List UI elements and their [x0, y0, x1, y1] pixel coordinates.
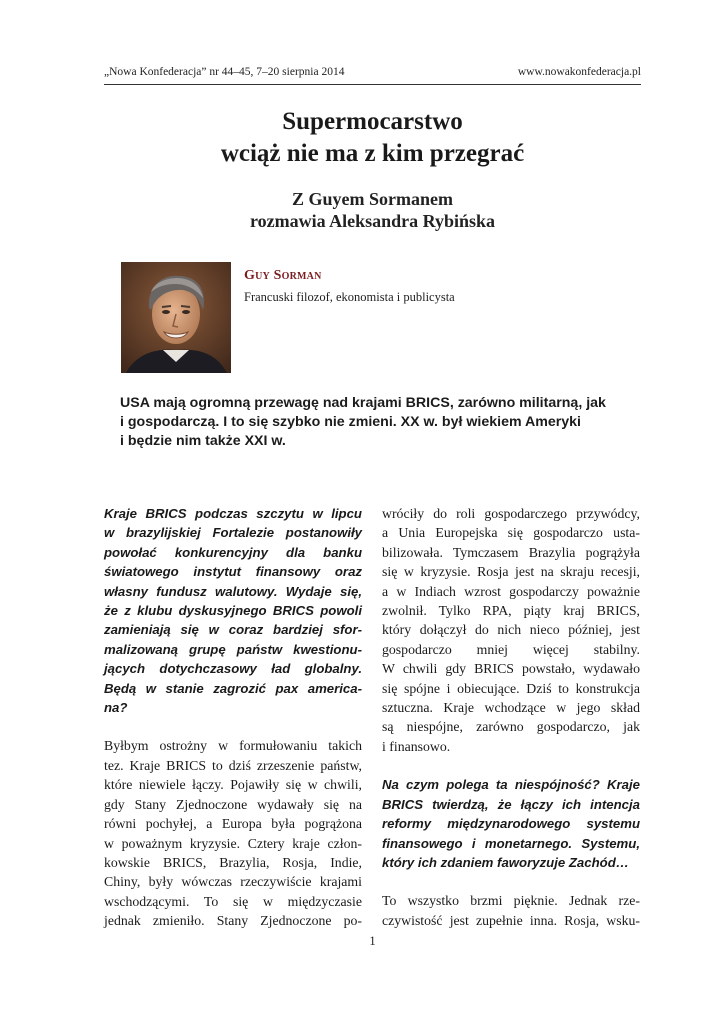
right-column	[382, 504, 640, 949]
text-line: sztuczna. Kraje wchodzące w jego skład	[382, 700, 640, 716]
text-line: bilizowała. Tymczasem Brazylia pogrążyła	[382, 544, 640, 560]
text-line: Będą w stanie zagrozić pax america-	[104, 680, 362, 696]
text-line: czywistość jest zupełnie inna. Rosja, wsku-	[382, 912, 640, 928]
author-description: Francuski filozof, ekonomista i publicysta	[244, 290, 455, 304]
text-line: są niespójne, zarówno gospodarczo, jak	[382, 719, 640, 735]
left-column	[104, 504, 362, 950]
text-line: a Unia Europejska się gospodarczo usta-	[382, 525, 640, 541]
author-photo	[121, 262, 231, 373]
interview-answer	[382, 891, 640, 930]
text-line: na?	[104, 700, 128, 716]
text-line: że z klubu dyskusyjnego BRICS powoli	[104, 603, 362, 619]
title-line-1: Supermocarstwo	[282, 108, 463, 135]
header-publication: „Nowa Konfederacja” nr 44–45, 7–20 sierpnia 2014	[104, 66, 345, 78]
text-line: się spójne i obiecujące. Dziś to konstrukcja	[382, 680, 640, 696]
page-number: 1	[369, 934, 376, 948]
lead-paragraph	[120, 394, 640, 451]
text-line: zamieniają się w coraz bardziej sfor-	[104, 622, 362, 638]
title-line-2: wciąż nie ma z kim przegrać	[220, 140, 525, 167]
text-line: gospodarczo mniej więcej stabilny.	[382, 641, 640, 657]
subtitle-line-2: rozmawia Aleksandra Rybińska	[249, 211, 496, 231]
text-line: finansowego i monetarnego. Systemu,	[382, 835, 640, 851]
text-line: a w Indiach wzrost gospodarczy poważnie	[382, 583, 640, 599]
text-line: reformy międzynarodowego systemu	[382, 816, 640, 832]
text-line: zwolnił. Tylko RPA, piąty kraj BRICS,	[382, 603, 640, 619]
text-line: w brazylijskiej Fortalezie postanowiły	[104, 525, 362, 541]
text-line: Chiny, były wówczas rzeczywiście krajami	[104, 874, 362, 890]
text-line: BRICS twierdzą, że łączy ich intencja	[382, 796, 640, 812]
page-header	[104, 66, 641, 84]
text-line: wschodzącymi. To się w międzyczasie	[104, 893, 362, 909]
text-line: W chwili gdy BRICS powstało, wydawało	[382, 661, 640, 677]
text-line: który ich zdaniem faworyzuje Zachód…	[382, 854, 629, 870]
lead-line: USA mają ogromną przewagę nad krajami BRICS, zarówno militarną, jak	[120, 395, 606, 411]
text-line: który dołączył do nich nieco później, jest	[382, 622, 640, 638]
text-line: jednak zmieniło. Stany Zjednoczone po-	[104, 913, 362, 929]
text-line: kowskie BRICS, Brazylia, Rosja, Indie,	[104, 854, 362, 870]
text-line: jących dotychczasowy ład globalny.	[104, 661, 362, 677]
text-line: światowego instytut finansowy oraz	[104, 564, 362, 580]
interview-question	[104, 504, 362, 717]
header-divider	[104, 84, 641, 85]
author-name: Guy Sorman	[244, 268, 322, 283]
interview-answer	[104, 736, 362, 930]
text-line: i finansowo.	[382, 738, 451, 754]
interview-question	[382, 775, 640, 872]
text-line: Kraje BRICS podczas szczytu w lipcu	[104, 506, 362, 521]
text-line: się w kryzysie. Rosja jest na skraju recesji,	[382, 564, 640, 580]
text-line: gdy Stany Zjednoczone wydawały się na	[104, 796, 362, 812]
header-website: www.nowakonfederacja.pl	[517, 66, 641, 78]
text-line: własny fundusz walutowy. Wydaje się,	[104, 583, 362, 599]
text-line: To wszystko brzmi pięknie. Jednak rze-	[382, 893, 640, 909]
text-line: malizowaną grupę państw kwestionu-	[104, 641, 362, 657]
text-line: równi pochyłej, a Europa była pogrążona	[104, 816, 362, 832]
lead-line: i będzie nim także XXI w.	[120, 433, 286, 449]
lead-line: i gospodarczą. I to się szybko nie zmieni. XX w. był wiekiem Ameryki	[120, 414, 581, 430]
text-line: Na czym polega ta niespójność? Kraje	[382, 777, 640, 793]
text-line: w poważnym kryzysie. Cztery kraje człon-	[104, 835, 362, 851]
article-subtitle	[104, 188, 641, 232]
text-line: które niewiele łączy. Pojawiły się w chwili,	[104, 777, 362, 793]
article-title	[104, 106, 641, 170]
text-line: wróciły do roli gospodarczego przywódcy,	[382, 506, 640, 521]
text-line: powołać konkurencyjny dla banku	[104, 544, 362, 560]
text-line: tez. Kraje BRICS to dziś zrzeszenie państw,	[104, 757, 362, 773]
subtitle-line-1: Z Guyem Sormanem	[292, 189, 453, 209]
interview-answer	[382, 504, 640, 756]
text-line: Byłbym ostrożny w formułowaniu takich	[104, 738, 362, 754]
